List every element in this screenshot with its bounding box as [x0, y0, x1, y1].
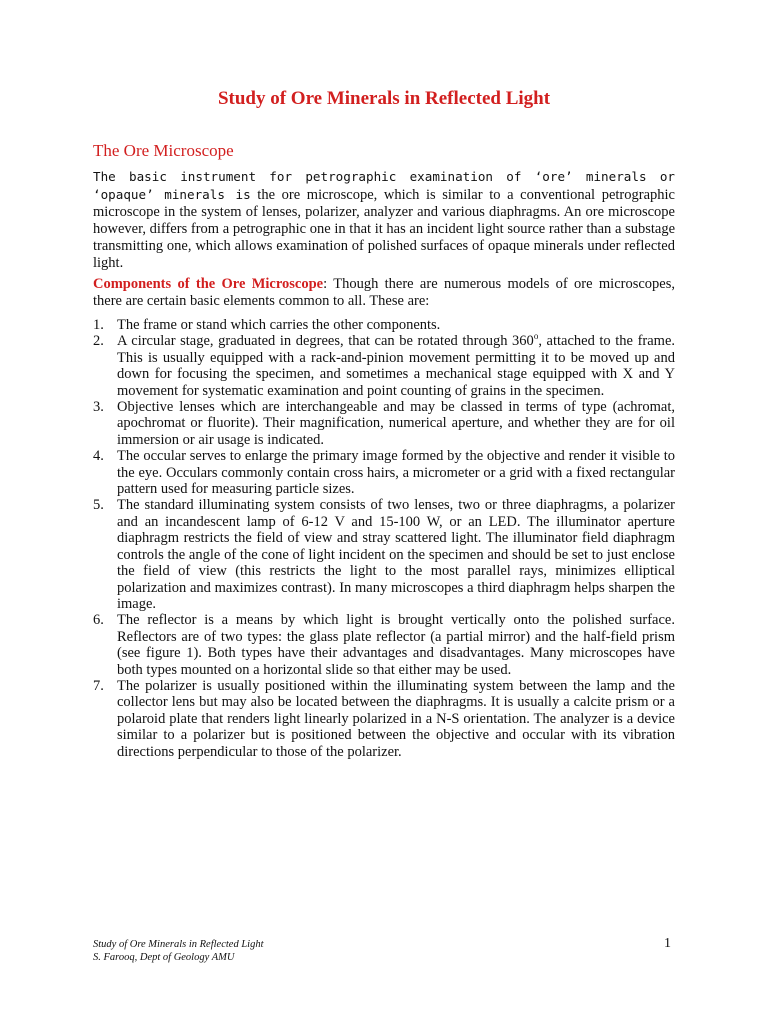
list-item-number: 1.	[93, 317, 104, 333]
footer-title: Study of Ore Minerals in Reflected Light	[93, 939, 264, 950]
list-item	[93, 497, 675, 612]
list-item-number: 7.	[93, 677, 104, 694]
components-text: : Though there are numerous models of ore microscopes, there are certain basic elements common to all. These are:	[93, 276, 675, 309]
list-item-number: 6.	[93, 612, 104, 629]
list-item	[93, 333, 675, 399]
components-list	[93, 317, 675, 760]
list-item-text: The frame or stand which carries the other components.	[117, 317, 441, 333]
list-item-text: The standard illuminating system consists of two lenses, two or three diaphragms, a polarizer and an incandescent lamp of 6-12 V and 15-100 W, or an LED. The illuminator aperture diaphragm restricts the field of view and stray scattered light. The illuminator field diaphragm controls the angle of the cone of light incident on the specimen and should be set to just enclose the field of view (this restricts the light to the most parallel rays, minimizes elliptical polarization and maximizes contrast). In many microscopes a third diaphragm helps sharpen the image.	[117, 497, 675, 612]
document-title: Study of Ore Minerals in Reflected Light	[217, 88, 551, 109]
list-item	[93, 399, 675, 448]
list-item-number: 5.	[93, 497, 104, 514]
section-heading: The Ore Microscope	[93, 141, 234, 160]
intro-paragraph	[93, 168, 675, 272]
list-item-text: The occular serves to enlarge the primary image formed by the objective and render it visible to the eye. Occulars commonly contain cross hairs, a micrometer or a grid with a fixed rectangular pattern used for measuring particle sizes.	[117, 448, 675, 498]
list-item-text: , attached to the frame. This is usually equipped with a rack-and-pinion movement permitting it to be moved up and down for focusing the specimen, and sometimes a mechanical stage equipped with X and Y movement for systematic examination and point counting of grains in the specimen.	[117, 333, 676, 399]
list-item-text: Objective lenses which are interchangeable and may be classed in terms of type (achromat, apochromat or fluorite). Their magnification, numerical aperture, and whether they are for oil immersion or air usage is indicated.	[117, 399, 675, 448]
list-item-text: The polarizer is usually positioned within the illuminating system between the lamp and the collector lens but may also be located between the diaphragms. It is usually a calcite prism or a polaroid plate that renders light linearly polarized in a N-S orientation. The analyzer is a device similar to a polarizer but is positioned between the objective and occular with its vibration directions perpendicular to those of the polarizer.	[117, 677, 675, 760]
components-label: Components of the Ore Microscope	[93, 276, 324, 292]
components-paragraph	[93, 276, 675, 310]
list-item	[93, 317, 675, 333]
list-item-number: 4.	[93, 448, 104, 465]
page-number: 1	[664, 936, 671, 951]
intro-mono-text: The basic instrument for petrographic examination of ‘ore’ minerals or ‘opaque’ minerals is	[93, 169, 675, 202]
list-item-text: The reflector is a means by which light is brought vertically onto the polished surface. Reflectors are of two types: the glass plate reflector (a partial mirror) and the half-field prism (see figure 1). Both types have their advantages and disadvantages. Many microscopes have both types mounted on a horizontal slide so that either may be used.	[117, 612, 675, 678]
list-item-number: 3.	[93, 399, 104, 416]
page-footer	[93, 938, 264, 964]
list-item	[93, 678, 675, 760]
footer-author: S. Farooq, Dept of Geology AMU	[93, 952, 235, 963]
list-item	[93, 612, 675, 678]
list-item-text: A circular stage, graduated in degrees, that can be rotated through 360	[117, 333, 534, 350]
list-item-number: 2.	[93, 333, 104, 350]
list-item	[93, 448, 675, 497]
intro-text: the ore microscope, which is similar to a conventional petrographic microscope in the system of lenses, polarizer, analyzer and various diaphragms. An ore microscope however, differs from a petrographic one in that it has an incident light source rather than a substage transmitting one, which allows examination of polished surfaces of opaque minerals under reflected light.	[93, 187, 675, 271]
degree-superscript: o	[533, 331, 539, 342]
